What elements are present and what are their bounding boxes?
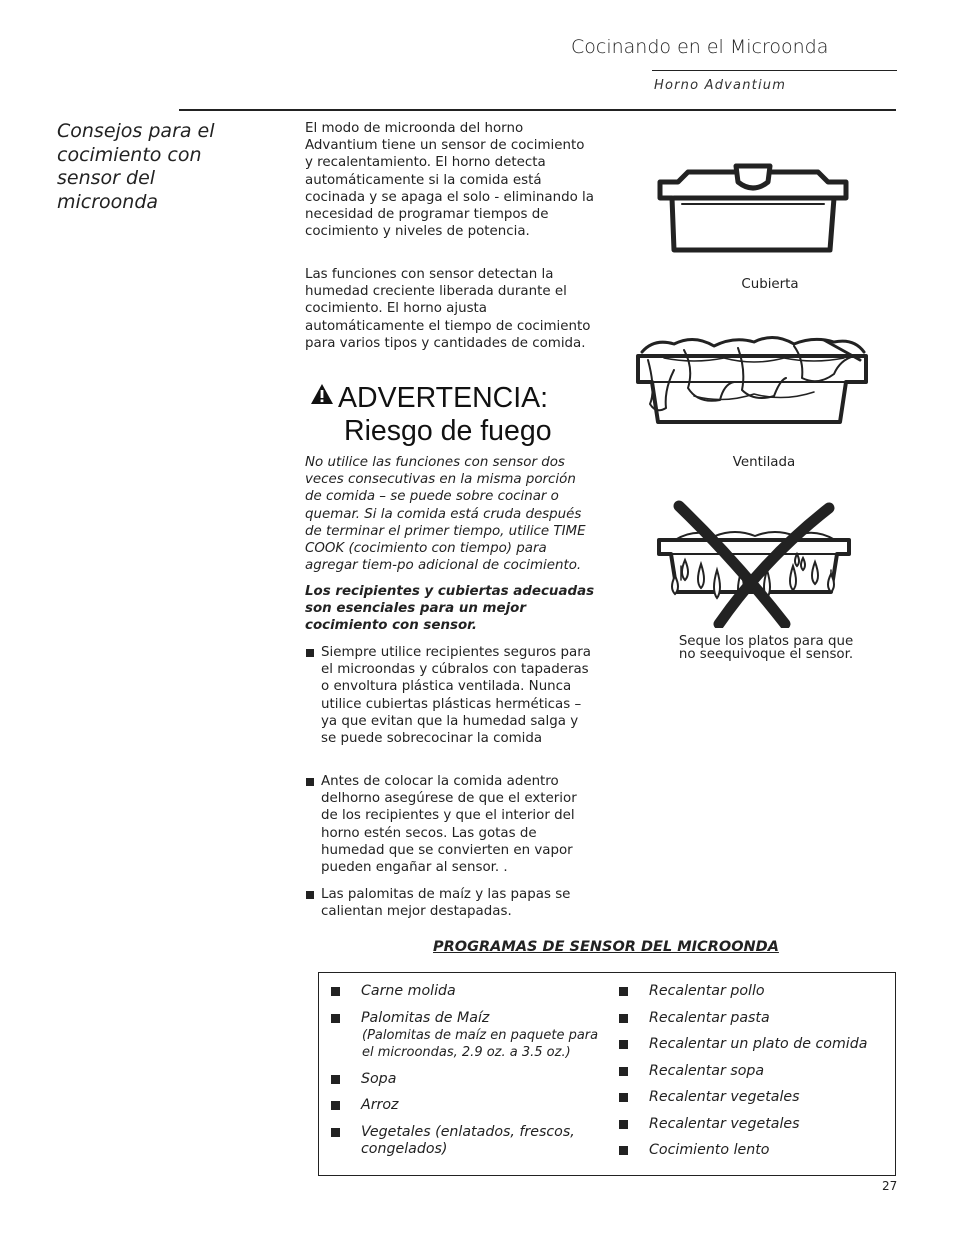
page-number: 27: [882, 1179, 898, 1193]
warning-text: No utilice las funciones con sensor dos veces consecutivas en la misma porción de comida – se puede sobre cocinar o quemar. Si la comida está cruda después de terminar el primer tiempo, utilice TIME COOK (cocimiento con tiempo) para agregar tiem-po adicional de cocimiento.: [305, 455, 586, 574]
program-item: Arroz: [361, 1097, 399, 1114]
vented-dish-illustration: [634, 330, 870, 430]
program-item: Recalentar sopa: [649, 1063, 764, 1080]
dry-caption-line2: no seequivoque el sensor.: [678, 647, 854, 662]
bullet-square-icon: [619, 987, 628, 996]
bullet-square-icon: [306, 778, 314, 786]
popcorn-note-line2: el microondas, 2.9 oz. a 3.5 oz.): [362, 1045, 571, 1060]
program-item: Recalentar vegetales: [649, 1116, 800, 1133]
list-item: Antes de colocar la comida adentro delhorno asegúrese de que el exterior de los recipientes y que el interior del horno estén secos. Las gotas de humedad que se convierten en vapor pueden engañar al sensor. .: [305, 773, 595, 876]
vented-caption: Ventilada: [732, 455, 796, 470]
program-item: Palomitas de Maíz: [361, 1010, 489, 1027]
warning-heading: [310, 380, 552, 448]
bullet-square-icon: [331, 1128, 340, 1137]
intro-paragraph: El modo de microonda del horno Advantium tiene un sensor de cocimiento y recalentamiento. El horno detecta automáticamente si la comida está cocinada y se apaga el solo - eliminando la necesidad de programar tiempos de cocimiento y niveles de potencia.: [305, 121, 594, 240]
programs-box: [318, 972, 896, 1176]
wet-dish-crossed-illustration: [655, 500, 853, 628]
bullet-square-icon: [619, 1040, 628, 1049]
bullet-square-icon: [331, 1101, 340, 1110]
header-divider: [652, 70, 897, 71]
programs-title: PROGRAMAS DE SENSOR DEL MICROONDA: [433, 939, 779, 955]
program-item: Recalentar pasta: [649, 1010, 770, 1027]
bullet-square-icon: [331, 987, 340, 996]
section-title: Consejos para el cocimiento con sensor del microonda: [57, 120, 215, 213]
covered-dish-illustration: [654, 158, 852, 258]
section-divider: [179, 109, 896, 111]
program-item: Sopa: [361, 1071, 396, 1088]
warning-heading-line2: Riesgo de fuego: [344, 415, 552, 447]
sensor-paragraph: Las funciones con sensor detectan la humedad creciente liberada durante el cocimiento. El horno ajusta automáticamente el tiempo de cocimiento para varios tipos y cantidades de comida.: [305, 267, 591, 351]
bullet-square-icon: [331, 1014, 340, 1023]
popcorn-note-line1: (Palomitas de maíz en paquete para: [362, 1028, 599, 1043]
bullet-square-icon: [331, 1075, 340, 1084]
bullet-square-icon: [619, 1067, 628, 1076]
warning-icon: [310, 380, 334, 413]
bullet-square-icon: [619, 1146, 628, 1155]
list-item: Las palomitas de maíz y las papas se calientan mejor destapadas.: [305, 886, 595, 920]
containers-note: Los recipientes y cubiertas adecuadas son esenciales para un mejor cocimiento con sensor.: [305, 584, 595, 634]
dry-caption: [660, 634, 872, 661]
program-item: Recalentar pollo: [649, 983, 765, 1000]
dry-caption-line1: Seque los platos para que: [678, 634, 854, 649]
bullet-square-icon: [619, 1014, 628, 1023]
bullet-square-icon: [619, 1093, 628, 1102]
warning-heading-line1: ADVERTENCIA:: [338, 382, 549, 414]
program-item: Vegetales (enlatados, frescos,: [361, 1124, 575, 1141]
bullet-square-icon: [619, 1120, 628, 1129]
program-item: Recalentar un plato de comida: [649, 1036, 867, 1053]
program-item: Cocimiento lento: [649, 1142, 769, 1159]
bullet-square-icon: [306, 649, 314, 657]
bullet-square-icon: [306, 891, 314, 899]
program-item-continued: congelados): [361, 1141, 448, 1157]
page-header-title: Cocinando en el Microonda: [571, 36, 829, 58]
program-item: Recalentar vegetales: [649, 1089, 800, 1106]
covered-caption: Cubierta: [741, 277, 799, 292]
page-header-subtitle: Horno Advantium: [654, 78, 787, 93]
list-item: Siempre utilice recipientes seguros para el microondas y cúbralos con tapaderas o envoltura plástica ventilada. Nunca utilice cubiertas plásticas herméticas – ya que evitan que la humedad salga y se puede sobrecocinar la comida: [305, 644, 595, 747]
program-item: Carne molida: [361, 983, 456, 1000]
